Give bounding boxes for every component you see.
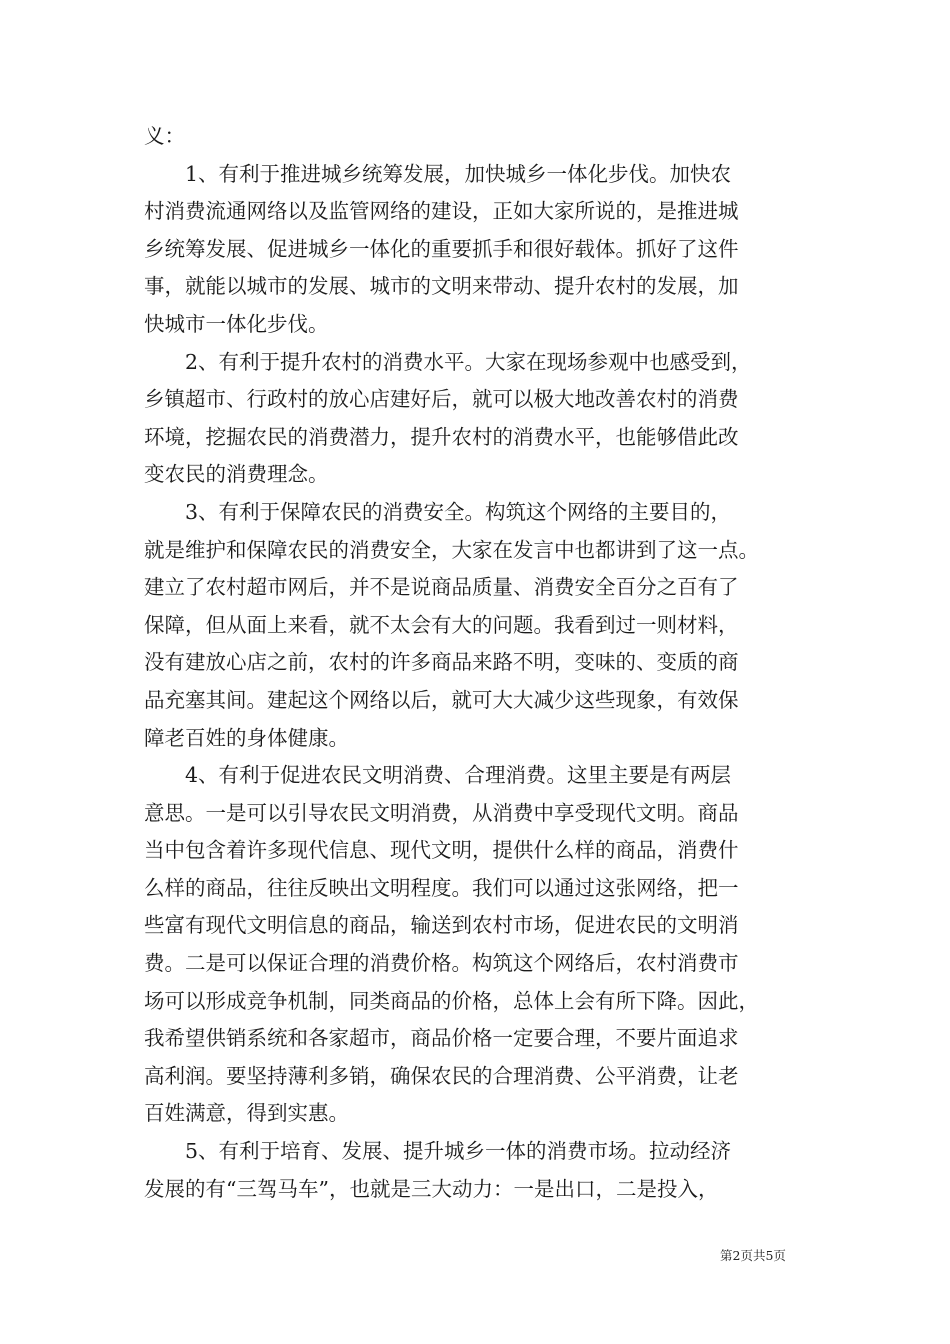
text-line: 3、有利于保障农民的消费安全。构筑这个网络的主要目的， [185, 499, 732, 524]
text-line: 意思。一是可以引导农民文明消费，从消费中享受现代文明。商品 [144, 800, 739, 825]
paragraph-point-2 [144, 344, 810, 494]
paragraph-intro-continuation [144, 118, 810, 156]
text-line: 2、有利于提升农村的消费水平。大家在现场参观中也感受到， [185, 349, 752, 374]
text-line: 我希望供销系统和各家超市，商品价格一定要合理，不要片面追求 [144, 1026, 739, 1051]
text-line: 百姓满意，得到实惠。 [144, 1101, 349, 1126]
text-line: 村消费流通网络以及监管网络的建设，正如大家所说的，是推进城 [144, 199, 739, 224]
text-line: 乡镇超市、行政村的放心店建好后，就可以极大地改善农村的消费 [144, 387, 739, 412]
text-line: 么样的商品，往往反映出文明程度。我们可以通过这张网络，把一 [144, 875, 739, 900]
page-number-footer: 第2页共5页 [720, 1248, 786, 1263]
text-line: 快城市一体化步伐。 [144, 311, 329, 336]
text-line: 高利润。要坚持薄利多销，确保农民的合理消费、公平消费，让老 [144, 1063, 739, 1088]
document-body [144, 118, 810, 1208]
text-line: 1、有利于推进城乡统筹发展，加快城乡一体化步伐。加快农 [185, 161, 732, 186]
text-line: 些富有现代文明信息的商品，输送到农村市场，促进农民的文明消 [144, 913, 739, 938]
text-line: 环境，挖掘农民的消费潜力，提升农村的消费水平，也能够借此改 [144, 424, 739, 449]
text-line: 发展的有“三驾马车”，也就是三大动力：一是出口，二是投入， [144, 1176, 719, 1201]
text-line: 就是维护和保障农民的消费安全，大家在发言中也都讲到了这一点。 [144, 537, 759, 562]
paragraph-point-4 [144, 757, 810, 1133]
text-line: 障老百姓的身体健康。 [144, 725, 349, 750]
text-line: 4、有利于促进农民文明消费、合理消费。这里主要是有两层 [185, 763, 732, 788]
paragraph-point-1 [144, 156, 810, 344]
text-line: 乡统筹发展、促进城乡一体化的重要抓手和很好载体。抓好了这件 [144, 236, 739, 261]
text-line: 场可以形成竞争机制，同类商品的价格，总体上会有所下降。因此， [144, 988, 759, 1013]
text-line: 当中包含着许多现代信息、现代文明，提供什么样的商品，消费什 [144, 838, 739, 863]
text-line: 事，就能以城市的发展、城市的文明来带动、提升农村的发展，加 [144, 274, 739, 299]
text-line: 义： [144, 124, 185, 148]
paragraph-point-3 [144, 494, 810, 757]
text-line: 没有建放心店之前，农村的许多商品来路不明，变味的、变质的商 [144, 650, 739, 675]
paragraph-point-5 [144, 1133, 810, 1208]
text-line: 保障，但从面上来看，就不太会有大的问题。我看到过一则材料， [144, 612, 739, 637]
text-line: 费。二是可以保证合理的消费价格。构筑这个网络后，农村消费市 [144, 951, 739, 976]
text-line: 建立了农村超市网后，并不是说商品质量、消费安全百分之百有了 [144, 575, 739, 600]
text-line: 变农民的消费理念。 [144, 462, 329, 487]
text-line: 5、有利于培育、发展、提升城乡一体的消费市场。拉动经济 [185, 1139, 732, 1164]
text-line: 品充塞其间。建起这个网络以后，就可大大减少这些现象，有效保 [144, 687, 739, 712]
